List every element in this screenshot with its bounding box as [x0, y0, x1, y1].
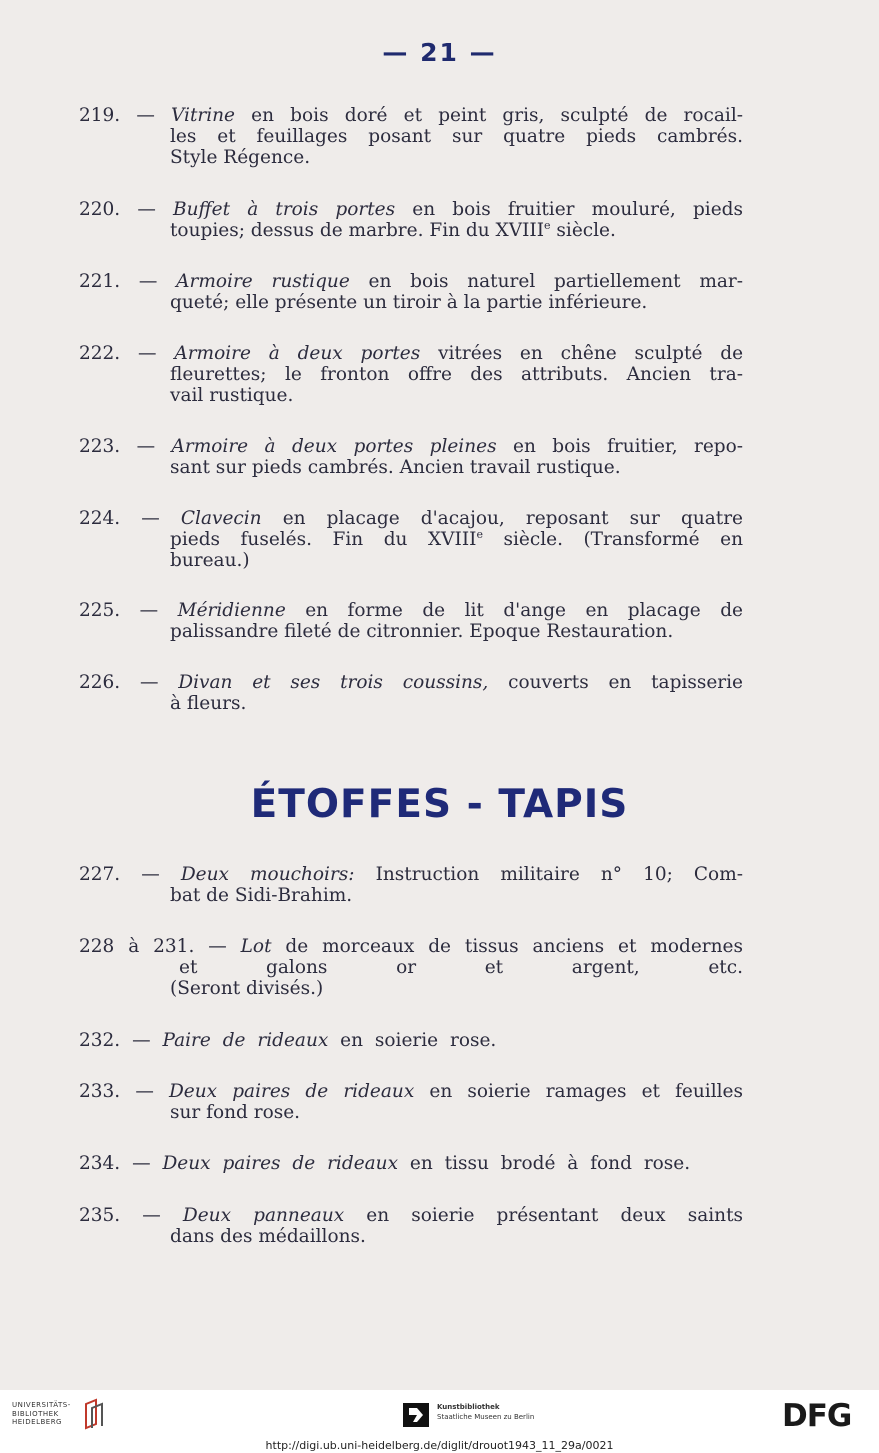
entry-first-line	[79, 343, 743, 364]
kunstbibliothek-logo-icon	[403, 1403, 429, 1427]
entry-first-line	[79, 936, 743, 957]
entry-description: en tissu brodé à fond rose.	[398, 1153, 691, 1174]
kb-subtitle: Staatliche Museen zu Berlin	[437, 1413, 535, 1421]
page-number: — 21 —	[382, 38, 497, 67]
uhb-line: UNIVERSITÄTS-	[12, 1401, 71, 1409]
entry-first-line	[79, 105, 743, 126]
uhb-line: BIBLIOTHEK	[12, 1409, 59, 1418]
entry-first-line	[79, 1081, 743, 1102]
entry-number: 232. —	[79, 1030, 163, 1051]
catalogue-entry	[79, 864, 743, 906]
entry-continuation-line: palissandre fileté de citronnier. Epoque Restauration.	[170, 621, 674, 642]
entry-description: en soierie rose.	[328, 1030, 497, 1051]
entry-number: 221. —	[79, 271, 177, 292]
entry-title: Vitrine	[171, 105, 236, 126]
entry-number: 233. —	[79, 1081, 169, 1102]
entry-title: Armoire rustique	[176, 271, 350, 292]
entry-title: Buffet à trois portes	[173, 199, 396, 220]
entry-continuation-line: bat de Sidi-Brahim.	[170, 885, 353, 906]
entry-description: en bois fruitier mouluré, pieds	[395, 199, 743, 220]
entry-description: en soierie présentant deux saints	[344, 1205, 743, 1226]
uhb-line: HEIDELBERG	[12, 1418, 62, 1426]
dfg-logo: DFG	[782, 1398, 852, 1434]
entry-continuation-line: fleurettes; le fronton offre des attributs. Ancien tra-	[170, 364, 743, 385]
catalogue-entry	[79, 508, 743, 571]
entry-title: Divan et ses trois coussins,	[178, 672, 489, 693]
entry-first-line	[79, 199, 743, 220]
entry-first-line	[79, 1030, 743, 1051]
entry-description: en placage d'acajou, reposant sur quatre	[261, 508, 744, 529]
catalogue-entry	[79, 1030, 743, 1051]
entry-first-line	[79, 864, 743, 885]
uhb-logo-icon	[82, 1398, 106, 1430]
entry-first-line	[79, 271, 743, 292]
catalogue-entry	[79, 936, 743, 999]
page-url[interactable]: http://digi.ub.uni-heidelberg.de/diglit/drouot1943_11_29a/0021	[265, 1439, 614, 1452]
entry-description: en bois fruitier, repo-	[496, 436, 744, 457]
entry-description: en forme de lit d'ange en placage de	[285, 600, 744, 621]
uhb-label	[12, 1401, 71, 1427]
entry-number: 222. —	[79, 343, 175, 364]
entry-title: Deux mouchoirs:	[180, 864, 355, 885]
catalogue-entry	[79, 1081, 743, 1123]
entry-first-line	[79, 436, 743, 457]
entry-title: Armoire à deux portes	[174, 343, 421, 364]
entry-number: 228 à 231. —	[79, 936, 241, 957]
entry-continuation-line: dans des médaillons.	[170, 1226, 366, 1247]
catalogue-entry	[79, 436, 743, 478]
entry-description: en bois naturel partiellement mar-	[349, 271, 743, 292]
entry-continuation-line: toupies; dessus de marbre. Fin du XVIIIe siècle.	[170, 218, 616, 241]
entry-title: Deux paires de rideaux	[168, 1081, 415, 1102]
entry-description: de morceaux de tissus anciens et modernes	[271, 936, 743, 957]
entry-title: Deux panneaux	[182, 1205, 345, 1226]
entry-continuation-line: vail rustique.	[170, 385, 294, 406]
section-title: ÉTOFFES - TAPIS	[250, 782, 629, 827]
entry-number: 224. —	[79, 508, 181, 529]
entry-number: 220. —	[79, 199, 174, 220]
entry-description: en soierie ramages et feuilles	[414, 1081, 743, 1102]
entry-first-line	[79, 508, 743, 529]
entry-first-line	[79, 600, 743, 621]
entry-number: 225. —	[79, 600, 178, 621]
entry-continuation-line: et galons or et argent, etc.	[179, 957, 743, 978]
entry-title: Paire de rideaux	[162, 1030, 329, 1051]
entry-description: en bois doré et peint gris, sculpté de rocail-	[235, 105, 743, 126]
entry-description: couverts en tapisserie	[488, 672, 743, 693]
entry-continuation-line: sant sur pieds cambrés. Ancien travail rustique.	[170, 457, 621, 478]
entry-title: Méridienne	[177, 600, 286, 621]
entry-number: 226. —	[79, 672, 179, 693]
entry-continuation-line: (Seront divisés.)	[170, 978, 324, 999]
entry-description: vitrées en chêne sculpté de	[420, 343, 744, 364]
kb-title: Kunstbibliothek	[437, 1403, 500, 1411]
entry-number: 219. —	[79, 105, 171, 126]
entry-number: 234. —	[79, 1153, 163, 1174]
entry-title: Clavecin	[180, 508, 262, 529]
catalogue-entry	[79, 199, 743, 241]
catalogue-entry	[79, 600, 743, 642]
entry-continuation-line: bureau.)	[170, 550, 250, 571]
entry-continuation-line: sur fond rose.	[170, 1102, 301, 1123]
catalogue-entry	[79, 672, 743, 714]
catalogue-entry	[79, 1153, 743, 1174]
entry-title: Lot	[240, 936, 272, 957]
entry-first-line	[79, 1153, 743, 1174]
entry-description: Instruction militaire n° 10; Com-	[354, 864, 743, 885]
catalogue-entry	[79, 1205, 743, 1247]
catalogue-entry	[79, 271, 743, 313]
kunstbibliothek-label	[437, 1402, 534, 1422]
catalogue-entry	[79, 105, 743, 168]
entry-number: 227. —	[79, 864, 181, 885]
entry-number: 235. —	[79, 1205, 183, 1226]
catalogue-entry	[79, 343, 743, 406]
entry-continuation-line: queté; elle présente un tiroir à la partie inférieure.	[170, 292, 648, 313]
footer-bar	[0, 1390, 879, 1439]
entry-continuation-line: pieds fuselés. Fin du XVIIIe siècle. (Transformé en	[170, 527, 743, 550]
entry-first-line	[79, 672, 743, 693]
entry-continuation-line: les et feuillages posant sur quatre pieds cambrés.	[170, 126, 743, 147]
entry-first-line	[79, 1205, 743, 1226]
entry-title: Armoire à deux portes pleines	[171, 436, 497, 457]
entry-continuation-line: Style Régence.	[170, 147, 311, 168]
entry-title: Deux paires de rideaux	[162, 1153, 399, 1174]
entry-continuation-line: à fleurs.	[170, 693, 247, 714]
entry-number: 223. —	[79, 436, 172, 457]
